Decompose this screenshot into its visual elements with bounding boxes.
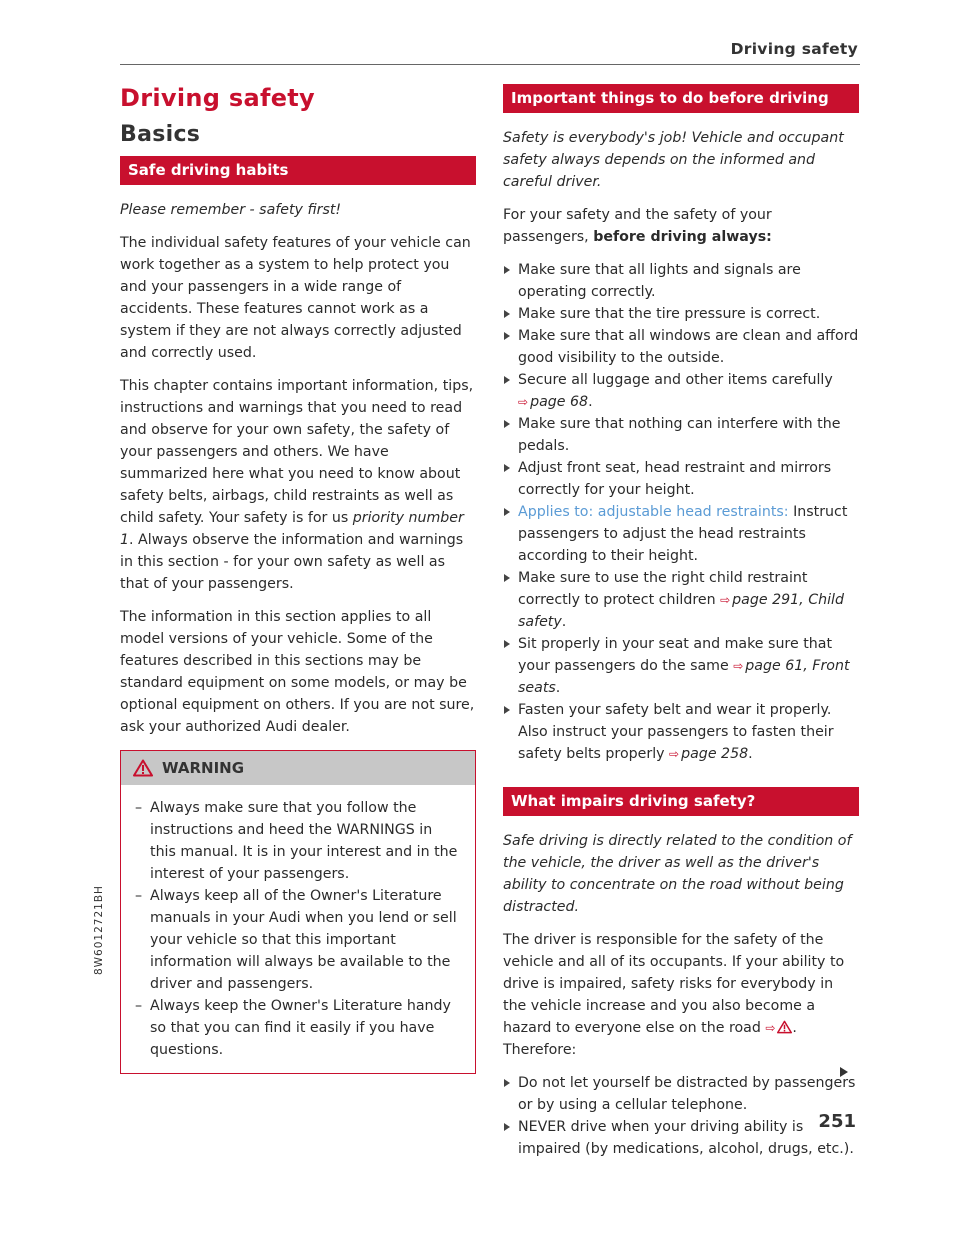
list-item: Do not let yourself be distracted by passengers or by using a cellular telephone.	[503, 1072, 859, 1116]
right-column	[503, 84, 859, 1170]
arrow-right-icon: ⇨	[720, 592, 731, 607]
page-number: 251	[818, 1111, 856, 1132]
list-item: Adjust front seat, head restraint and mirrors correctly for your height.	[503, 457, 859, 501]
list-item: Secure all luggage and other items carefully ⇨ page 68.	[503, 369, 859, 413]
section-title: Basics	[120, 122, 201, 147]
list-item: Sit properly in your seat and make sure that your passengers do the same ⇨ page 61, Front seats.	[503, 633, 859, 699]
arrow-right-icon: ⇨	[518, 394, 529, 409]
warning-triangle-icon[interactable]	[777, 1020, 792, 1034]
warning-triangle-icon	[133, 759, 153, 777]
page-reference-link[interactable]: page 61, Front seats	[518, 657, 850, 696]
header-rule	[120, 64, 860, 65]
list-item: Make sure to use the right child restraint correctly to protect children ⇨ page 291, Child safety.	[503, 567, 859, 633]
arrow-right-icon: ⇨	[669, 746, 680, 761]
emphasis: priority number 1	[120, 509, 464, 548]
list-item: – Always keep all of the Owner's Literature manuals in your Audi when you lend or sell your vehicle so that this important information will always be available to the driver and passengers.	[135, 885, 461, 995]
running-head: Driving safety	[730, 40, 858, 58]
subsection-bar-safe-driving-habits: Safe driving habits	[120, 156, 476, 185]
continue-arrow-icon	[840, 1067, 848, 1077]
subsection-bar-before-driving: Important things to do before driving	[503, 84, 859, 113]
chapter-title: Driving safety	[120, 84, 315, 112]
page-reference-link[interactable]: page 68	[530, 393, 589, 410]
intro-text: Please remember - safety first!	[120, 201, 342, 218]
list-item: Make sure that all lights and signals are operating correctly.	[503, 259, 859, 303]
page-reference-link[interactable]: page 291, Child safety	[518, 591, 844, 630]
warning-header	[121, 751, 475, 785]
list-item: Make sure that nothing can interfere with the pedals.	[503, 413, 859, 457]
arrow-right-icon: ⇨	[733, 658, 744, 673]
paragraph: The information in this section applies to all model versions of your vehicle. Some of the features described in this sections may be standard equipment on some models, or may be optional equipment on others. If you are not sure, ask your authorized Audi dealer.	[120, 608, 475, 735]
page-reference-link[interactable]: page 258	[681, 745, 749, 762]
warning-title: WARNING	[162, 758, 245, 777]
intro-text: Safety is everybody's job! Vehicle and occupant safety always depends on the informed and careful driver.	[503, 129, 844, 190]
paragraph: The individual safety features of your vehicle can work together as a system to help protect you and your passengers in a wide range of accidents. These features cannot work as a system if they are not always correctly adjusted and correctly used.	[120, 234, 471, 361]
intro-text: Safe driving is directly related to the condition of the vehicle, the driver as well as the driver's ability to concentrate on the road without being distracted.	[503, 832, 852, 915]
arrow-right-icon: ⇨	[765, 1020, 776, 1035]
warning-box	[120, 750, 476, 1074]
checklist	[503, 259, 859, 765]
warning-list	[121, 785, 475, 1073]
list-item: NEVER drive when your driving ability is impaired (by medications, alcohol, drugs, etc.).	[503, 1116, 859, 1160]
list-item: Make sure that the tire pressure is correct.	[503, 303, 859, 325]
left-column	[120, 84, 476, 1074]
applies-to-label: Applies to: adjustable head restraints:	[518, 503, 789, 520]
list-item: Make sure that all windows are clean and afford good visibility to the outside.	[503, 325, 859, 369]
paragraph: The driver is responsible for the safety of the vehicle and all of its occupants. If your ability to drive is impaired, safety risks for everybody in the vehicle increase and you also become a hazard to everyone else on the road ⇨ . Therefore:	[503, 931, 845, 1058]
paragraph: This chapter contains important information, tips, instructions and warnings that you need to read and observe for your own safety, the safety of your passengers and others. We have summarized here what you need to know about safety belts, airbags, child restraints as well as child safety. Your safety is for us priority number 1. Always observe the information and warnings in this section - for your own safety as well as that of your passengers.	[120, 377, 474, 592]
list-item: Fasten your safety belt and wear it properly. Also instruct your passengers to fasten their safety belts properly ⇨ page 258.	[503, 699, 859, 765]
list-item: Applies to: adjustable head restraints: Instruct passengers to adjust the head restraints according to their height.	[503, 501, 859, 567]
paragraph: For your safety and the safety of your passengers, before driving always:	[503, 206, 772, 245]
subsection-bar-impairs-safety: What impairs driving safety?	[503, 787, 859, 816]
list-item: – Always keep the Owner's Literature handy so that you can find it easily if you have questions.	[135, 995, 461, 1061]
list-item: – Always make sure that you follow the instructions and heed the WARNINGS in this manual. It is in your interest and in the interest of your passengers.	[135, 797, 461, 885]
